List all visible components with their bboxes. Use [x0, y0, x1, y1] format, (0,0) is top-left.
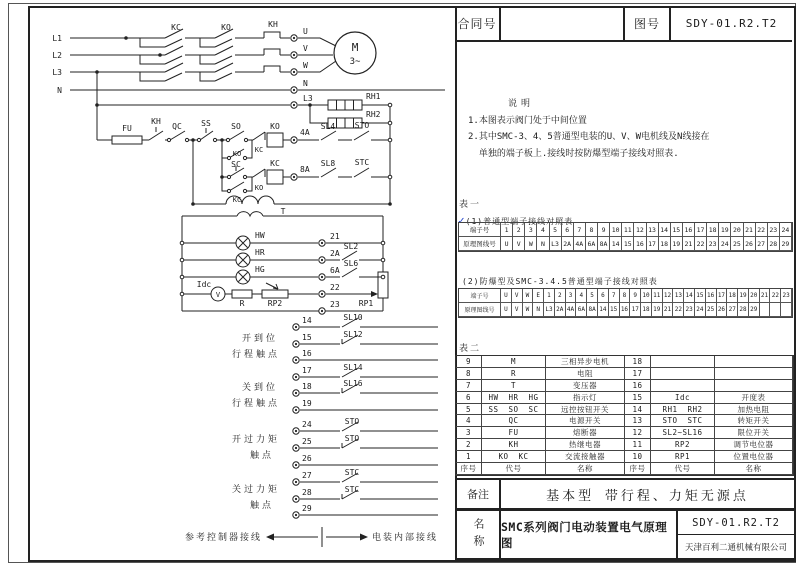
t2-terminal-cell: W — [523, 289, 534, 303]
component-cell: 远控按钮开关 — [546, 404, 625, 416]
check-icon: ✓ — [458, 214, 465, 227]
circuit-label: SL10 — [343, 313, 363, 322]
circuit-label: 23 — [330, 300, 340, 309]
t1-wire-cell: L3 — [550, 237, 562, 251]
circuit-label: SL4 — [320, 122, 336, 131]
circuit-label: KC — [171, 23, 181, 32]
t1-wire-cell: 16 — [634, 237, 646, 251]
t1-terminal-cell: 18 — [707, 223, 719, 237]
t1-row-label: 端子号 — [459, 223, 501, 237]
t2-wire-cell: 8A — [587, 303, 598, 317]
component-cell: 8 — [456, 368, 482, 380]
circuit-label: KC — [254, 146, 264, 154]
t1-row-label: 原理图线号 — [459, 237, 501, 251]
circuit-label: SL14 — [343, 363, 363, 372]
t2-terminal-cell: V — [512, 289, 523, 303]
component-cell: 11 — [625, 439, 651, 451]
t1-wire-cell: 28 — [768, 237, 780, 251]
circuit-label: 22 — [330, 283, 340, 292]
component-cell: M — [482, 356, 546, 368]
t2-wire-cell: 21 — [663, 303, 674, 317]
t2-wire-cell — [781, 303, 792, 317]
component-cell: 调节电位器 — [715, 439, 793, 451]
notes-block — [468, 96, 783, 163]
circuit-label: 触点 — [249, 451, 275, 461]
circuit-label: QC — [172, 122, 182, 131]
t2-wire-cell: U — [501, 303, 512, 317]
circuit-label: 28 — [302, 488, 312, 497]
t1-wire-cell: 23 — [707, 237, 719, 251]
t2-terminal-cell: 21 — [760, 289, 771, 303]
t1-wire-cell: 25 — [731, 237, 743, 251]
t2-terminal-cell: 6 — [598, 289, 609, 303]
component-cell: 交流接触器 — [546, 451, 625, 463]
t1-wire-cell: 4A — [574, 237, 586, 251]
circuit-label: 21 — [330, 232, 340, 241]
drawing-no-label: 图号 — [625, 6, 671, 40]
component-cell: 序号 — [456, 463, 482, 475]
t1-wire-cell: 6A — [586, 237, 598, 251]
component-cell: QC — [482, 415, 546, 427]
component-cell: 5 — [456, 404, 482, 416]
note-line-3: 单独的端子板上.接线时按防爆型端子接线对照表. — [468, 148, 679, 159]
component-cell: STO STC — [651, 415, 715, 427]
t2-terminal-cell: 19 — [738, 289, 749, 303]
t2-row-label: 端子号 — [459, 289, 501, 303]
contract-no-value — [501, 6, 625, 40]
component-cell: 7 — [456, 380, 482, 392]
circuit-label: N — [303, 79, 308, 88]
circuit-label: T — [280, 207, 286, 216]
circuit-label: 18 — [302, 382, 312, 391]
circuit-label: 27 — [302, 471, 312, 480]
component-cell: KH — [482, 439, 546, 451]
t1-wire-cell: 29 — [780, 237, 792, 251]
circuit-label: 26 — [302, 454, 312, 463]
circuit-label: 电装内部接线 — [372, 533, 439, 543]
circuit-label: 触点 — [249, 501, 275, 511]
circuit-label: KO — [270, 122, 280, 131]
component-cell: 位置电位器 — [715, 451, 793, 463]
component-cell: 变压器 — [546, 380, 625, 392]
circuit-label: KH — [268, 20, 278, 29]
t2-wire-cell — [760, 303, 771, 317]
component-cell: 开度表 — [715, 392, 793, 404]
t2-wire-cell: 27 — [727, 303, 738, 317]
t2-wire-cell: 2A — [555, 303, 566, 317]
t2-wire-cell: 22 — [673, 303, 684, 317]
t2-terminal-cell: 5 — [587, 289, 598, 303]
t1-terminal-cell: 15 — [671, 223, 683, 237]
circuit-label: N — [57, 86, 62, 95]
t2-terminal-cell: E — [533, 289, 544, 303]
circuit-label: KO — [221, 23, 231, 32]
t2-wire-cell: 18 — [641, 303, 652, 317]
titleblock-drawing-no: SDY-01.R2.T2 — [678, 511, 794, 535]
t2-terminal-cell: 9 — [630, 289, 641, 303]
component-cell — [715, 356, 793, 368]
circuit-label: 行程触点 — [231, 350, 281, 360]
component-cell: HW HR HG — [482, 392, 546, 404]
circuit-label: W — [303, 61, 308, 70]
title-header-row — [455, 6, 792, 42]
circuit-label: STC — [354, 158, 370, 167]
circuit-label: SC — [231, 160, 241, 169]
t1-terminal-cell: 4 — [537, 223, 549, 237]
circuit-label: R — [239, 299, 245, 308]
t1-terminal-cell: 16 — [683, 223, 695, 237]
t2-wire-cell: 6A — [576, 303, 587, 317]
component-cell: RP2 — [651, 439, 715, 451]
t1-wire-cell: 15 — [622, 237, 634, 251]
component-cell: R — [482, 368, 546, 380]
circuit-label: 17 — [302, 366, 312, 375]
t1-wire-cell: U — [501, 237, 513, 251]
circuit-label: RP2 — [267, 299, 283, 308]
circuit-label: 行程触点 — [231, 399, 281, 409]
note-line-2: 2.其中SMC-3、4、5普通型电装的U、V、W电机线及N线接在 — [468, 132, 710, 143]
t2-wire-cell: 28 — [738, 303, 749, 317]
t2-wire-cell: 4A — [566, 303, 577, 317]
t1-terminal-cell: 14 — [659, 223, 671, 237]
note-line-1: 1.本图表示阀门处于中间位置 — [468, 115, 587, 126]
component-cell: 14 — [625, 404, 651, 416]
t2-wire-cell: 29 — [749, 303, 760, 317]
circuit-label: V — [215, 291, 221, 299]
t2-wire-cell: 26 — [717, 303, 728, 317]
circuit-label: RH2 — [366, 110, 381, 119]
t2-terminal-cell: 13 — [673, 289, 684, 303]
component-cell: RP1 — [651, 451, 715, 463]
component-cell: 电源开关 — [546, 415, 625, 427]
circuit-label: SL12 — [343, 330, 363, 339]
t2-wire-cell: L3 — [544, 303, 555, 317]
t2-wire-cell: 19 — [652, 303, 663, 317]
t1-wire-cell: N — [537, 237, 549, 251]
circuit-label: 14 — [302, 316, 312, 325]
t1-wire-cell: V — [513, 237, 525, 251]
circuit-label: KC — [270, 159, 280, 168]
component-cell: 加热电阻 — [715, 404, 793, 416]
component-cell: 1 — [456, 451, 482, 463]
component-cell: 12 — [625, 427, 651, 439]
component-cell: 2 — [456, 439, 482, 451]
circuit-label: KO — [254, 184, 264, 192]
circuit-label: FU — [122, 124, 132, 133]
table1-label: 表一 — [459, 200, 482, 210]
t1-terminal-cell: 6 — [562, 223, 574, 237]
component-table — [455, 355, 794, 476]
component-cell: 名称 — [715, 463, 793, 475]
table1-sub2-title: (2)防爆型及SMC-3.4.5普通型端子接线对照表 — [462, 277, 658, 286]
title-block — [455, 509, 796, 560]
circuit-label: 2A — [330, 249, 340, 258]
t2-terminal-cell: 11 — [652, 289, 663, 303]
component-cell — [651, 356, 715, 368]
circuit-label: 开到位 — [241, 334, 279, 344]
component-cell: SL2~SL16 — [651, 427, 715, 439]
circuit-label: 15 — [302, 333, 312, 342]
circuit-label: STO — [344, 417, 360, 426]
circuit-label: 3~ — [349, 57, 361, 67]
circuit-label: STC — [344, 485, 360, 494]
t2-wire-cell: 25 — [706, 303, 717, 317]
circuit-label: 16 — [302, 349, 312, 358]
circuit-label: Idc — [196, 280, 212, 289]
company-name: 天津百利二通机械有限公司 — [684, 542, 787, 553]
circuit-label: 8A — [300, 165, 310, 174]
t1-wire-cell: 18 — [659, 237, 671, 251]
t2-wire-cell: W — [523, 303, 534, 317]
table1-sub1-title-text: (1)普通型端子接线对照表 — [465, 217, 574, 226]
component-cell: 转矩开关 — [715, 415, 793, 427]
t2-terminal-cell: 17 — [717, 289, 728, 303]
component-cell: FU — [482, 427, 546, 439]
circuit-label: SL16 — [343, 379, 363, 388]
circuit-label: U — [303, 27, 308, 36]
t2-wire-cell: 14 — [598, 303, 609, 317]
component-cell — [651, 380, 715, 392]
circuit-label: HR — [255, 248, 265, 257]
remark-row — [455, 478, 796, 510]
t1-wire-cell: W — [525, 237, 537, 251]
t1-wire-cell: 27 — [756, 237, 768, 251]
circuit-label: 25 — [302, 437, 312, 446]
t1-terminal-cell: 11 — [622, 223, 634, 237]
t2-terminal-cell: 2 — [555, 289, 566, 303]
t2-terminal-cell: 15 — [695, 289, 706, 303]
circuit-label: HW — [255, 231, 265, 240]
terminal-table-normal — [458, 222, 793, 252]
circuit-label: L3 — [303, 94, 313, 103]
t1-terminal-cell: 10 — [610, 223, 622, 237]
circuit-label: KH — [151, 117, 161, 126]
component-cell: RH1 RH2 — [651, 404, 715, 416]
t2-wire-cell — [770, 303, 781, 317]
t1-wire-cell: 14 — [610, 237, 622, 251]
contract-no-label: 合同号 — [455, 6, 501, 40]
component-cell: 6 — [456, 392, 482, 404]
circuit-label: 6A — [330, 266, 340, 275]
t1-terminal-cell: 20 — [731, 223, 743, 237]
t1-wire-cell: 26 — [744, 237, 756, 251]
circuit-label: 参考控制器接线 — [184, 533, 262, 543]
component-cell: Idc — [651, 392, 715, 404]
circuit-label: STC — [344, 468, 360, 477]
t2-terminal-cell: 8 — [620, 289, 631, 303]
component-cell: 热继电器 — [546, 439, 625, 451]
circuit-label: M — [351, 41, 359, 54]
component-cell: 熔断器 — [546, 427, 625, 439]
remark-value: 基本型 带行程、力矩无源点 — [546, 488, 749, 504]
circuit-label: SL8 — [320, 159, 336, 168]
t2-terminal-cell: 10 — [641, 289, 652, 303]
component-cell: T — [482, 380, 546, 392]
t1-wire-cell: 22 — [695, 237, 707, 251]
component-cell: 15 — [625, 392, 651, 404]
circuit-label: 29 — [302, 504, 312, 513]
circuit-label: STO — [354, 121, 370, 130]
circuit-label: 关过力矩 — [231, 485, 281, 495]
t1-terminal-cell: 9 — [598, 223, 610, 237]
t1-terminal-cell: 21 — [744, 223, 756, 237]
drawing-name: SMC系列阀门电动装置电气原理图 — [501, 511, 678, 558]
t2-wire-cell: N — [533, 303, 544, 317]
remark-label: 备注 — [457, 480, 501, 508]
t2-row-label: 原理图线号 — [459, 303, 501, 317]
component-cell — [715, 368, 793, 380]
name-label: 名称 — [457, 511, 501, 558]
circuit-label: SO — [231, 122, 241, 131]
t2-terminal-cell: 22 — [770, 289, 781, 303]
circuit-label: L1 — [52, 34, 62, 43]
t2-terminal-cell: 18 — [727, 289, 738, 303]
t1-terminal-cell: 3 — [525, 223, 537, 237]
t1-terminal-cell: 5 — [550, 223, 562, 237]
t1-terminal-cell: 8 — [586, 223, 598, 237]
t2-wire-cell: 17 — [630, 303, 641, 317]
t1-terminal-cell: 24 — [780, 223, 792, 237]
t2-wire-cell: 15 — [609, 303, 620, 317]
component-cell: 17 — [625, 368, 651, 380]
circuit-label: KO — [232, 150, 242, 158]
circuit-label: 关到位 — [241, 383, 279, 393]
circuit-label: V — [303, 44, 308, 53]
indicator-lamps — [236, 236, 250, 284]
component-cell: 16 — [625, 380, 651, 392]
drawing-no-value: SDY-01.R2.T2 — [685, 16, 778, 30]
component-cell: 序号 — [625, 463, 651, 475]
component-cell — [651, 368, 715, 380]
component-cell: KO KC — [482, 451, 546, 463]
component-cell: 名称 — [546, 463, 625, 475]
component-cell: 指示灯 — [546, 392, 625, 404]
t1-wire-cell: 21 — [683, 237, 695, 251]
circuit-label: RH1 — [366, 92, 381, 101]
component-cell: 限位开关 — [715, 427, 793, 439]
component-cell: 4 — [456, 415, 482, 427]
component-cell: 10 — [625, 451, 651, 463]
t2-terminal-cell: 4 — [576, 289, 587, 303]
t2-wire-cell: V — [512, 303, 523, 317]
circuit-label: HG — [255, 265, 265, 274]
terminal-table-exproof — [458, 288, 793, 318]
circuit-label: SL2 — [343, 242, 359, 251]
t1-terminal-cell: 13 — [647, 223, 659, 237]
circuit-label: 4A — [300, 128, 310, 137]
component-cell: 18 — [625, 356, 651, 368]
component-cell: 13 — [625, 415, 651, 427]
t2-terminal-cell: 3 — [566, 289, 577, 303]
circuit-label: L3 — [52, 68, 62, 77]
table2-label: 表二 — [459, 344, 482, 354]
t1-wire-cell: 17 — [647, 237, 659, 251]
t1-wire-cell: 19 — [671, 237, 683, 251]
component-cell — [715, 380, 793, 392]
t2-terminal-cell: 23 — [781, 289, 792, 303]
t2-terminal-cell: 16 — [706, 289, 717, 303]
component-cell: 电阻 — [546, 368, 625, 380]
notes-title: 说明 — [508, 99, 535, 109]
component-cell: 9 — [456, 356, 482, 368]
t1-terminal-cell: 7 — [574, 223, 586, 237]
t1-terminal-cell: 2 — [513, 223, 525, 237]
t1-wire-cell: 8A — [598, 237, 610, 251]
component-cell: SS SO SC — [482, 404, 546, 416]
t2-terminal-cell: 20 — [749, 289, 760, 303]
circuit-label: RP1 — [358, 299, 374, 308]
t1-terminal-cell: 1 — [501, 223, 513, 237]
component-cell: 3 — [456, 427, 482, 439]
t2-terminal-cell: U — [501, 289, 512, 303]
t1-terminal-cell: 23 — [768, 223, 780, 237]
t1-terminal-cell: 19 — [719, 223, 731, 237]
circuit-label: STO — [344, 434, 360, 443]
t2-wire-cell: 16 — [620, 303, 631, 317]
t2-wire-cell: 23 — [684, 303, 695, 317]
t2-wire-cell: 24 — [695, 303, 706, 317]
t2-terminal-cell: 12 — [663, 289, 674, 303]
t1-wire-cell: 2A — [562, 237, 574, 251]
circuit-label: 19 — [302, 399, 312, 408]
circuit-label: 开过力矩 — [231, 435, 281, 445]
t1-terminal-cell: 22 — [756, 223, 768, 237]
circuit-label: KC — [232, 196, 242, 204]
t1-terminal-cell: 17 — [695, 223, 707, 237]
t2-terminal-cell: 1 — [544, 289, 555, 303]
t1-terminal-cell: 12 — [634, 223, 646, 237]
t2-terminal-cell: 14 — [684, 289, 695, 303]
t1-wire-cell: 24 — [719, 237, 731, 251]
circuit-label: SL6 — [343, 259, 359, 268]
component-cell: 代号 — [651, 463, 715, 475]
component-cell: 代号 — [482, 463, 546, 475]
circuit-label: 24 — [302, 420, 312, 429]
component-cell: 三相异步电机 — [546, 356, 625, 368]
circuit-label: SS — [201, 119, 211, 128]
t2-terminal-cell: 7 — [609, 289, 620, 303]
circuit-label: L2 — [52, 51, 62, 60]
